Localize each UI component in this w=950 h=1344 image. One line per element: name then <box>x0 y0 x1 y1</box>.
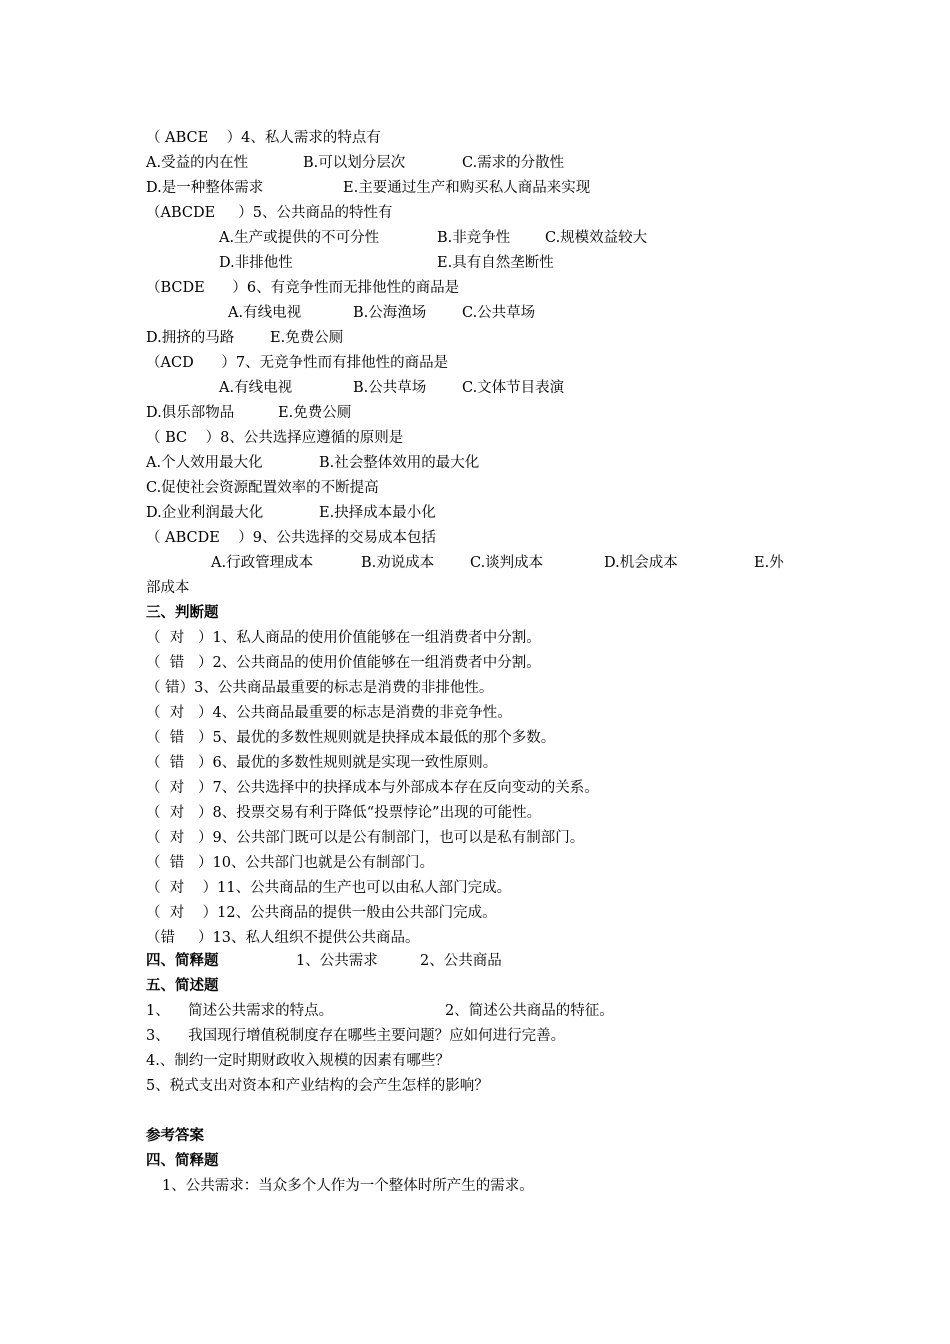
judgement-item: （ 对 ）11、公共商品的生产也可以由私人部门完成。 <box>146 880 512 896</box>
q8-question: 8、公共选择应遵循的原则是 <box>220 430 404 446</box>
term-1: 1、公共需求 <box>296 953 378 969</box>
q7-option-b: B.公共草场 <box>353 380 427 396</box>
q7-answer: （ACD ） <box>146 355 236 371</box>
q5-answer: （ABCDE ） <box>146 205 253 221</box>
judgement-item: （ 错 ）2、公共商品的使用价值能够在一组消费者中分割。 <box>146 655 541 671</box>
q5-line <box>146 204 392 222</box>
essay-question-1: 1、 简述公共需求的特点。 <box>146 1003 334 1019</box>
judgement-item: （ 对 ）12、公共商品的提供一般由公共部门完成。 <box>146 905 497 921</box>
q6-option-b: B.公海渔场 <box>353 305 427 321</box>
q6-option-c: C.公共草场 <box>462 305 536 321</box>
terms-line <box>146 952 219 970</box>
q7-question: 7、无竞争性而有排他性的商品是 <box>235 355 449 371</box>
q9-line <box>146 529 436 547</box>
q4-line <box>146 129 381 147</box>
q4-option-c: C.需求的分散性 <box>462 155 565 171</box>
q4-option-e: E.主要通过生产和购买私人商品来实现 <box>343 180 591 196</box>
q5-option-e: E.具有自然垄断性 <box>437 255 554 271</box>
q7-option-e: E.免费公厕 <box>278 405 352 421</box>
q4-option-b: B.可以划分层次 <box>303 155 406 171</box>
q6-option-a: A.有线电视 <box>228 305 302 321</box>
q4-option-a: A.受益的内在性 <box>146 155 249 171</box>
q5-option-d: D.非排他性 <box>219 255 293 271</box>
q9-option-a: A.行政管理成本 <box>211 555 314 571</box>
q5-option-b: B.非竞争性 <box>437 230 511 246</box>
judgement-item: （错 ）13、私人组织不提供公共商品。 <box>146 930 420 946</box>
judgement-item: （ 对 ）9、公共部门既可以是公有制部门，也可以是私有制部门。 <box>146 830 585 846</box>
essay-question-2: 2、简述公共商品的特征。 <box>445 1003 614 1019</box>
q9-option-c: C.谈判成本 <box>470 555 544 571</box>
q7-option-d: D.俱乐部物品 <box>146 405 235 421</box>
term-2: 2、公共商品 <box>420 953 502 969</box>
answer-1: 1、公共需求：当众多个人作为一个整体时所产生的需求。 <box>162 1178 534 1194</box>
q7-option-a: A.有线电视 <box>219 380 293 396</box>
q9-question: 9、公共选择的交易成本包括 <box>252 530 436 546</box>
section-heading-judgement: 三、判断题 <box>146 605 219 621</box>
judgement-item: （ 错 ）5、最优的多数性规则就是抉择成本最低的那个多数。 <box>146 730 556 746</box>
q8-answer: （ BC ） <box>146 430 221 446</box>
judgement-item: （ 对 ）4、公共商品最重要的标志是消费的非竞争性。 <box>146 705 512 721</box>
q8-option-d: D.企业利润最大化 <box>146 505 264 521</box>
judgement-item: （ 对 ）7、公共选择中的抉择成本与外部成本存在反向变动的关系。 <box>146 780 599 796</box>
essay-question-5: 5、税式支出对资本和产业结构的会产生怎样的影响？ <box>146 1078 489 1094</box>
q9-option-d: D.机会成本 <box>604 555 678 571</box>
judgement-item: （ 错 ）10、公共部门也就是公有制部门。 <box>146 855 434 871</box>
q8-line <box>146 429 403 447</box>
essay-question-4: 4.、制约一定时期财政收入规模的因素有哪些？ <box>146 1053 450 1069</box>
q6-option-d: D.拥挤的马路 <box>146 330 235 346</box>
q9-option-b: B.劝说成本 <box>361 555 435 571</box>
q6-option-e: E.免费公厕 <box>270 330 344 346</box>
q9-answer: （ ABCDE ） <box>146 530 253 546</box>
q7-line <box>146 354 448 372</box>
judgement-item: （ 对 ）1、私人商品的使用价值能够在一组消费者中分割。 <box>146 630 541 646</box>
q9-option-e-start: E.外 <box>754 555 784 571</box>
essay-question-3: 3、 我国现行增值税制度存在哪些主要问题？应如何进行完善。 <box>146 1028 566 1044</box>
q8-option-a: A.个人效用最大化 <box>146 455 263 471</box>
q6-question: 6、有竞争性而无排他性的商品是 <box>246 280 460 296</box>
q6-answer: （BCDE ） <box>146 280 247 296</box>
q4-option-d: D.是一种整体需求 <box>146 180 264 196</box>
q7-option-c: C.文体节目表演 <box>462 380 565 396</box>
section-heading-terms: 四、简释题 <box>146 953 219 969</box>
section-heading-essay: 五、简述题 <box>146 978 219 994</box>
q9-option-e-end: 部成本 <box>146 580 190 596</box>
q5-question: 5、公共商品的特性有 <box>252 205 393 221</box>
answers-heading: 参考答案 <box>146 1128 204 1144</box>
answers-subheading: 四、简释题 <box>146 1153 219 1169</box>
q4-answer: （ ABCE ） <box>146 130 242 146</box>
q6-line <box>146 279 459 297</box>
q8-option-e: E.抉择成本最小化 <box>319 505 436 521</box>
judgement-item: （ 对 ）8、投票交易有利于降低“投票悖论”出现的可能性。 <box>146 805 542 821</box>
q8-option-c: C.促使社会资源配置效率的不断提高 <box>146 480 379 496</box>
q5-option-c: C.规模效益较大 <box>545 230 648 246</box>
q4-question: 4、私人需求的特点有 <box>241 130 381 146</box>
q5-option-a: A.生产或提供的不可分性 <box>219 230 380 246</box>
judgement-item: （ 错 ）6、最优的多数性规则就是实现一致性原则。 <box>146 755 498 771</box>
judgement-item: （ 错）3、公共商品最重要的标志是消费的非排他性。 <box>146 680 494 696</box>
q8-option-b: B.社会整体效用的最大化 <box>319 455 480 471</box>
